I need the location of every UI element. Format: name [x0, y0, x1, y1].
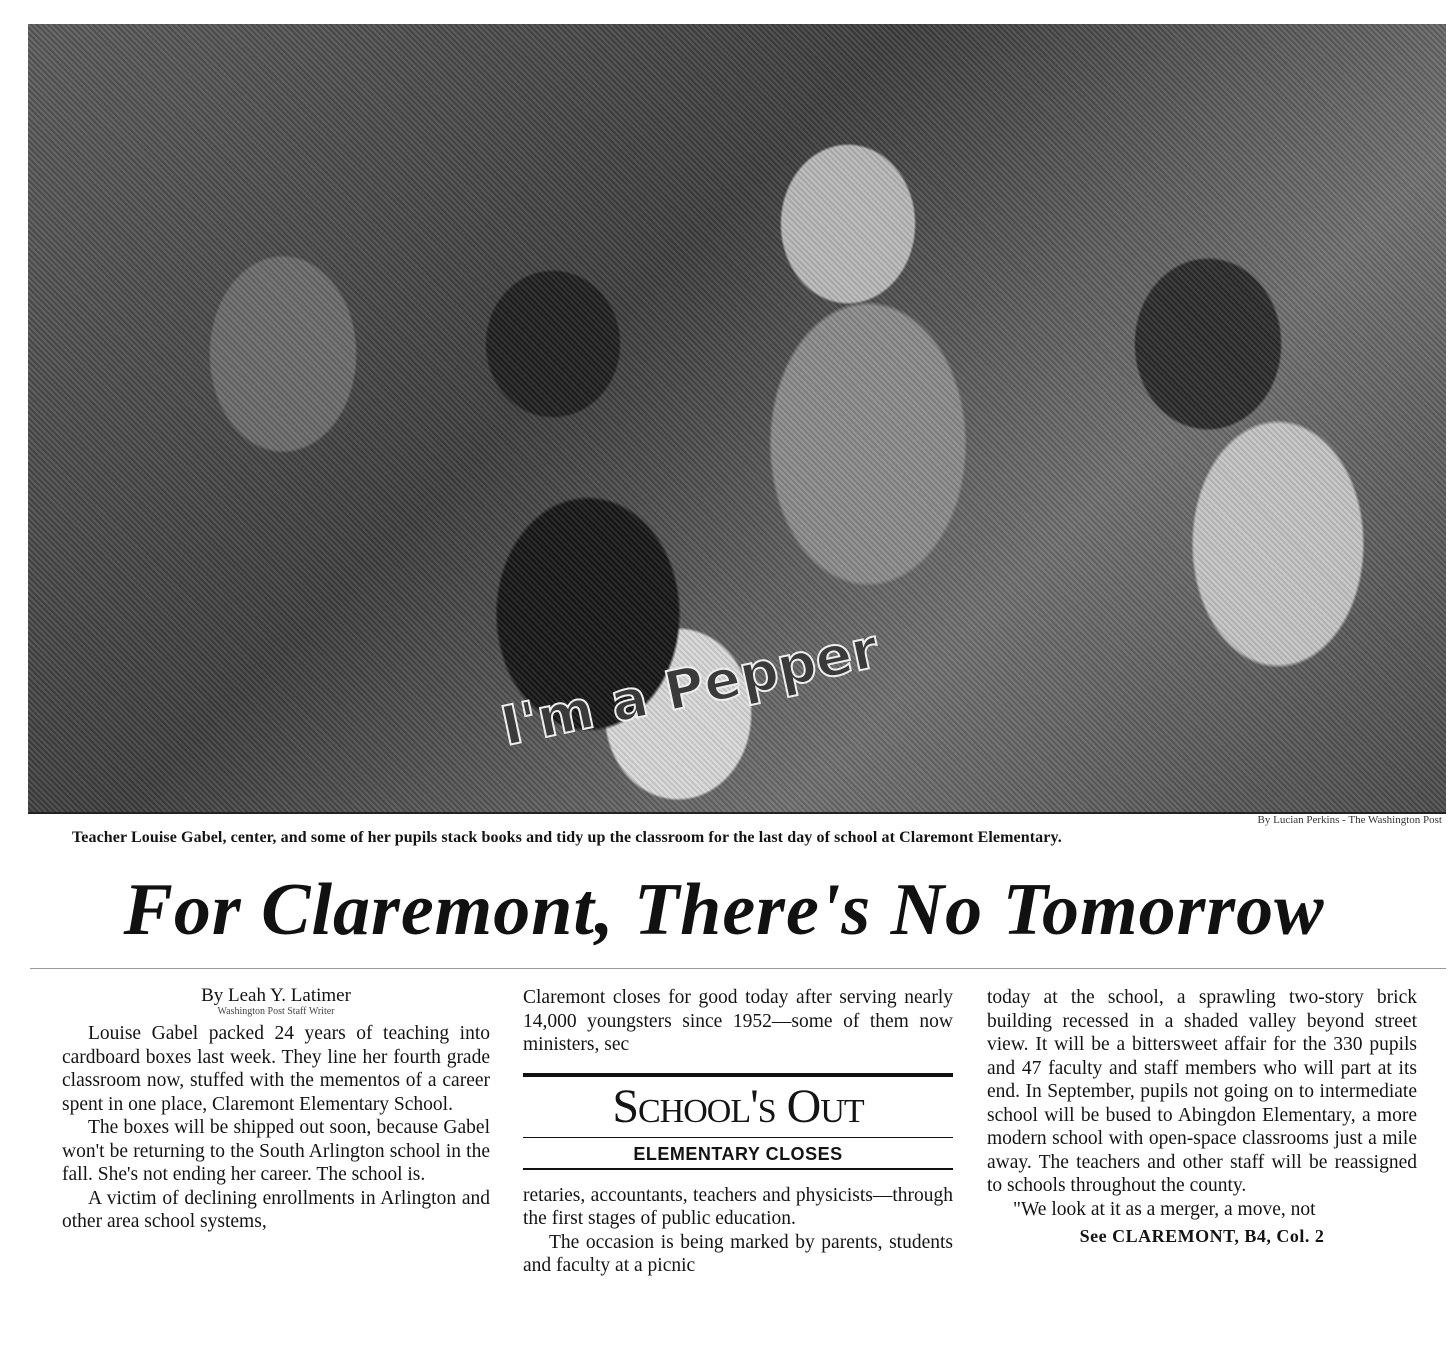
section-title: School's Out — [523, 1077, 953, 1138]
byline-title: Washington Post Staff Writer — [217, 1006, 335, 1017]
shirt-slogan: I'm a Pepper — [495, 616, 884, 759]
paragraph: "We look at it as a merger, a move, not — [1013, 1198, 1316, 1220]
paragraph: A victim of declining enrollments in Arlington and other area school systems, — [62, 1187, 490, 1232]
photo-caption: Teacher Louise Gabel, center, and some of her pupils stack books and tidy up the classroom for the last day of school at Claremont Elementary. — [72, 829, 1062, 846]
paragraph: The boxes will be shipped out soon, because Gabel won't be returning to the South Arlington school in the fall. She's not ending her career. The school is. — [62, 1117, 490, 1185]
headline-rule — [30, 968, 1446, 969]
paragraph: Claremont closes for good today after serving nearly 14,000 youngsters since 1952—some of them now ministers, sec — [523, 987, 953, 1055]
article-column-3 — [987, 986, 1417, 1249]
paragraph: The occasion is being marked by parents, students and faculty at a picnic — [523, 1231, 953, 1276]
article-column-1 — [62, 986, 490, 1234]
section-box — [523, 1073, 953, 1170]
byline-author: By Leah Y. Latimer — [201, 985, 351, 1006]
paragraph: retaries, accountants, teachers and physicists—through the first stages of public education. — [523, 1184, 953, 1229]
news-photo — [28, 24, 1446, 814]
section-subtitle: ELEMENTARY CLOSES — [633, 1143, 843, 1164]
headline: For Claremont, There's No Tomorrow — [123, 869, 1325, 951]
paragraph: today at the school, a sprawling two-story brick building recessed in a shaded valley beyond street view. It will be a bittersweet affair for the 330 pupils and 47 faculty and staff members who will part at its end. In September, pupils not going on to intermediate school will be bused to Abingdon Elementary, a more modern school with open-space classrooms just a mile away. The teachers and other staff will be reassigned to schools throughout the county. — [987, 987, 1417, 1196]
continuation-jump: See CLAREMONT, B4, Col. 2 — [1079, 1226, 1325, 1246]
article-column-2 — [523, 986, 953, 1278]
photo-credit: By Lucian Perkins - The Washington Post — [1257, 814, 1442, 826]
paragraph: Louise Gabel packed 24 years of teaching into cardboard boxes last week. They line her fourth grade classroom now, stuffed with the mementos of a career spent in one place, Claremont Elementary School. — [62, 1023, 490, 1115]
